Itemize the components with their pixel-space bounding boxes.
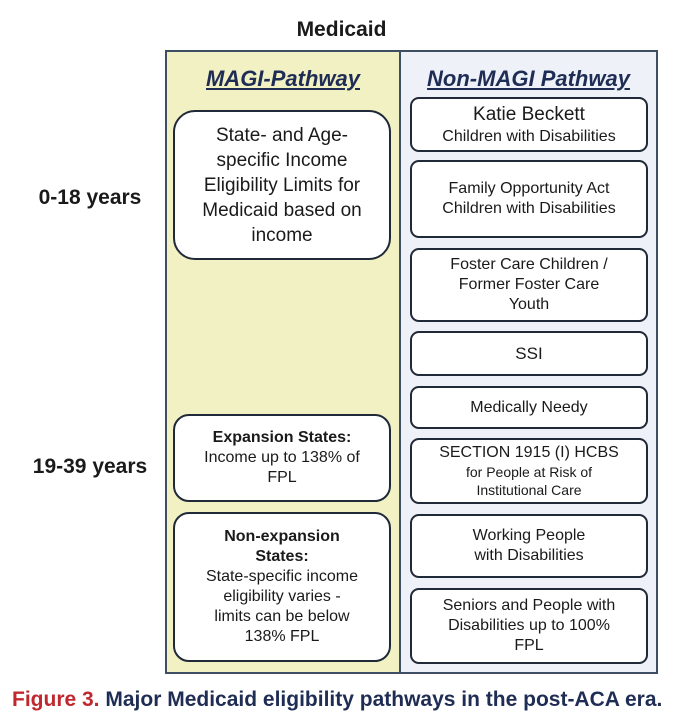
ssi-box bbox=[410, 331, 648, 376]
box-line: Children with Disabilities bbox=[442, 128, 616, 145]
box-line: State-specific income bbox=[205, 568, 359, 585]
box-line: Eligibility Limits for bbox=[203, 174, 361, 196]
box-line: limits can be below bbox=[214, 608, 350, 625]
medically-needy-box bbox=[410, 386, 648, 429]
section-1915-hcbs-box bbox=[410, 438, 648, 504]
age-label-19-39: 19-39 years bbox=[32, 455, 148, 478]
box-line: SSI bbox=[515, 344, 543, 363]
box-line: Foster Care Children / bbox=[450, 256, 608, 273]
box-line: Children with Disabilities bbox=[442, 200, 616, 217]
diagram-title: Medicaid bbox=[296, 18, 387, 41]
figure-number: Figure 3. bbox=[12, 688, 100, 711]
box-line: Former Foster Care bbox=[458, 276, 600, 293]
box-line: 138% FPL bbox=[244, 628, 320, 645]
box-line: income bbox=[251, 224, 313, 246]
non-expansion-heading: States: bbox=[255, 548, 309, 565]
box-line: Medicaid based on bbox=[202, 199, 362, 221]
box-line: Youth bbox=[508, 296, 550, 313]
non-magi-heading: Non-MAGI Pathway bbox=[427, 66, 630, 91]
expansion-heading: Expansion States: bbox=[212, 429, 352, 446]
state-age-income-box bbox=[173, 110, 391, 260]
box-line: specific Income bbox=[216, 149, 348, 171]
box-line: Medically Needy bbox=[470, 398, 588, 416]
box-line: Katie Beckett bbox=[473, 104, 585, 125]
figure-caption bbox=[12, 688, 662, 712]
box-line: FPL bbox=[267, 469, 297, 486]
box-line: Institutional Care bbox=[476, 482, 582, 498]
box-line: for People at Risk of bbox=[465, 464, 593, 480]
caption-text: Major Medicaid eligibility pathways in the post-ACA era. bbox=[99, 688, 663, 711]
age-label-0-18: 0-18 years bbox=[38, 186, 142, 209]
box-line: Disabilities up to 100% bbox=[448, 617, 610, 634]
box-line: Working People bbox=[472, 527, 586, 544]
box-line: eligibility varies - bbox=[223, 588, 341, 605]
box-line: Income up to 138% of bbox=[204, 449, 360, 466]
seniors-disabilities-box bbox=[410, 588, 648, 664]
expansion-states-box bbox=[173, 414, 391, 502]
katie-beckett-box bbox=[410, 97, 648, 152]
non-expansion-states-box bbox=[173, 512, 391, 662]
family-opportunity-act-box bbox=[410, 160, 648, 238]
foster-care-box bbox=[410, 248, 648, 322]
box-line: State- and Age- bbox=[215, 124, 349, 146]
box-line: Family Opportunity Act bbox=[448, 180, 610, 197]
box-line: Seniors and People with bbox=[442, 597, 616, 614]
box-line: SECTION 1915 (I) HCBS bbox=[439, 444, 619, 461]
box-line: with Disabilities bbox=[474, 547, 584, 564]
working-people-box bbox=[410, 514, 648, 578]
box-line: FPL bbox=[514, 637, 544, 654]
magi-heading: MAGI-Pathway bbox=[205, 66, 361, 91]
non-expansion-heading: Non-expansion bbox=[224, 528, 340, 545]
